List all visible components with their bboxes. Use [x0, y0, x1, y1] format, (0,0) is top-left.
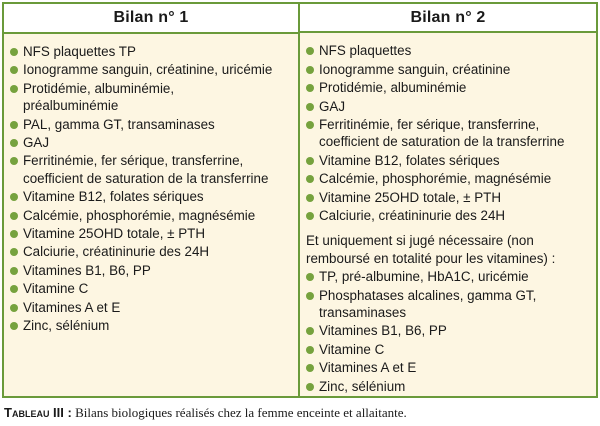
list-item-text: NFS plaquettes [319, 43, 412, 59]
list-item-text: Ionogramme sanguin, créatinine, uricémie [23, 62, 273, 78]
bullet-icon [306, 194, 314, 202]
bullet-icon [306, 175, 314, 183]
bullet-icon [10, 322, 18, 330]
column-header-bilan-1: Bilan n° 1 [4, 4, 298, 34]
list-item-text: PAL, gamma GT, transaminases [23, 116, 215, 132]
bullet-icon [10, 85, 18, 93]
list-item-text: Vitamines A et E [23, 299, 121, 315]
list-item [306, 359, 590, 376]
list-item [306, 98, 590, 115]
bullet-icon [10, 267, 18, 275]
bullet-icon [306, 346, 314, 354]
list-item [306, 189, 590, 206]
list-item-text: Zinc, sélénium [319, 378, 406, 394]
list-item [10, 207, 292, 224]
list-item-text: TP, pré-albumine, HbA1C, uricémie [319, 269, 529, 285]
list-item [10, 262, 292, 279]
bullet-icon [306, 103, 314, 111]
bullet-icon [10, 66, 18, 74]
bullet-icon [10, 285, 18, 293]
list-item-text: Protidémie, albuminémie [319, 80, 467, 96]
list-item [10, 225, 292, 242]
list-item-text: GAJ [23, 135, 50, 151]
table-caption [4, 405, 407, 421]
list-item-text: Vitamine B12, folates sériques [319, 152, 500, 168]
bullet-icon [306, 157, 314, 165]
list-item-text: Calcémie, phosphorémie, magnésémie [23, 207, 256, 223]
list-item [306, 322, 590, 339]
bullet-icon [306, 66, 314, 74]
list-item-text: Ionogramme sanguin, créatinine [319, 61, 511, 77]
bilan-2-conditional-list [306, 268, 590, 395]
bullet-icon [306, 212, 314, 220]
bullet-icon [306, 383, 314, 391]
bilan-2-main-list [306, 42, 590, 224]
bullet-icon [306, 47, 314, 55]
list-item [306, 268, 590, 285]
list-item [306, 79, 590, 96]
list-item [10, 43, 292, 60]
bilan-2-list [300, 33, 596, 396]
bullet-icon [306, 273, 314, 281]
list-item-text: Vitamine 25OHD totale, ± PTH [319, 189, 501, 205]
bullet-icon [10, 248, 18, 256]
list-item-text: Zinc, sélénium [23, 318, 110, 334]
list-item-text: Ferritinémie, fer sérique, transferrine, coefficient de saturation de la transferrine [319, 116, 565, 150]
list-item [10, 152, 292, 187]
bullet-icon [10, 230, 18, 238]
list-item [306, 287, 590, 322]
list-item-text: Calciurie, créatininurie des 24H [23, 244, 210, 260]
bullet-icon [10, 157, 18, 165]
list-item [306, 378, 590, 395]
bullet-icon [306, 327, 314, 335]
list-item [10, 80, 292, 115]
bullet-icon [306, 121, 314, 129]
list-item-text: NFS plaquettes TP [23, 44, 136, 59]
list-item [306, 170, 590, 187]
conditional-note: Et uniquement si jugé nécessaire (non remboursé en totalité pour les vitamines) : [306, 233, 556, 266]
list-item [10, 243, 292, 260]
bullet-icon [10, 212, 18, 220]
list-item-text: Vitamine C [23, 281, 89, 297]
caption-label: Tableau III : [4, 405, 72, 420]
list-item [10, 299, 292, 316]
list-item [306, 42, 590, 59]
list-item [10, 134, 292, 151]
list-item-text: Phosphatases alcalines, gamma GT, transaminases [319, 287, 537, 320]
list-item-text: Calcémie, phosphorémie, magnésémie [319, 171, 552, 187]
list-item-text: Vitamines B1, B6, PP [319, 323, 447, 339]
bullet-icon [10, 304, 18, 312]
list-item-text: Vitamine C [319, 341, 385, 357]
bilans-table [2, 2, 598, 398]
list-item-text: GAJ [319, 98, 346, 114]
bullet-icon [10, 121, 18, 129]
list-item [10, 280, 292, 297]
list-item-text: Vitamines A et E [319, 360, 417, 376]
bullet-icon [306, 364, 314, 372]
column-bilan-1 [4, 4, 300, 396]
list-item [306, 341, 590, 358]
bullet-icon [10, 48, 18, 56]
list-item [10, 116, 292, 133]
list-item-text: Vitamine 25OHD totale, ± PTH [23, 226, 205, 242]
column-bilan-2 [300, 4, 596, 396]
list-item [306, 207, 590, 224]
bullet-icon [10, 193, 18, 201]
list-item-text: Ferritinémie, fer sérique, transferrine, coefficient de saturation de la transferrine [23, 153, 269, 186]
list-item-text: Calciurie, créatininurie des 24H [319, 207, 506, 223]
bullet-icon [306, 84, 314, 92]
list-item [306, 152, 590, 169]
list-item [10, 188, 292, 205]
caption-text: Bilans biologiques réalisés chez la femme enceinte et allaitante. [71, 405, 407, 420]
list-item [306, 116, 590, 151]
bilan-1-list [4, 34, 298, 336]
column-header-bilan-2: Bilan n° 2 [300, 4, 596, 33]
bullet-icon [306, 292, 314, 300]
list-item [10, 317, 292, 334]
list-item-text: Vitamines B1, B6, PP [23, 262, 151, 278]
list-item [10, 61, 292, 78]
list-item-text: Protidémie, albuminémie, préalbuminémie [23, 80, 175, 114]
list-item [306, 61, 590, 78]
bullet-icon [10, 139, 18, 147]
list-item-text: Vitamine B12, folates sériques [23, 189, 204, 205]
